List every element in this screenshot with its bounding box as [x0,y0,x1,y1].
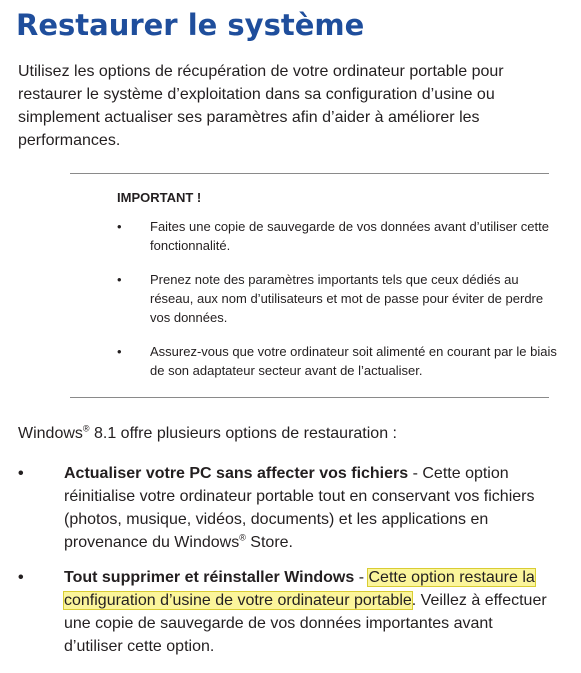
bullet-icon: • [117,344,122,359]
important-item-text: Faites une copie de sauvegarde de vos données avant d’utiliser cette fonctionnalité. [150,219,549,253]
option-reset [18,566,548,658]
bullet-icon: • [18,569,24,586]
option-text-end: Store. [245,534,293,551]
windows-name: Windows [18,425,83,442]
important-item-text: Assurez-vous que votre ordinateur soit alimenté en courant par le biais de son adaptateur secteur avant de l’actualiser. [150,344,557,378]
option-separator: - [354,569,369,586]
windows-options-intro [18,423,397,445]
important-item [117,217,557,255]
important-heading: IMPORTANT ! [117,190,202,205]
page-title: Restaurer le système [16,8,365,42]
important-item [117,342,557,380]
important-item-text: Prenez note des paramètres importants tels que ceux dédiés au réseau, aux nom d’utilisateurs et mot de passe pour éviter de perdre vos données. [150,272,544,325]
option-text: . Veillez à effectuer une copie de sauvegarde de vos données importantes avant d’utiliser cette option. [64,592,547,655]
intro-paragraph: Utilisez les options de récupération de votre ordinateur portable pour restaurer le système d’exploitation dans sa configuration d’usine ou simplement actualiser ses paramètres afin d’aider à améliorer les performances. [18,63,504,149]
highlighted-text: Cette option restaure la configuration d’usine de votre ordinateur portable [64,569,535,609]
option-title: Actualiser votre PC sans affecter vos fichiers [64,465,409,482]
divider-top [70,173,549,174]
important-notice [117,190,557,395]
divider-bottom [70,397,549,398]
option-text: - Cette option réinitialise votre ordinateur portable tout en conservant vos fichiers (photos, musique, vidéos, documents) et les applications en provenance du Windows [64,465,535,551]
bullet-icon: • [117,272,122,287]
windows-intro-text: 8.1 offre plusieurs options de restauration : [89,425,397,442]
option-refresh [18,462,548,554]
registered-mark: ® [239,532,246,543]
registered-mark: ® [82,423,90,434]
option-title: Tout supprimer et réinstaller Windows [64,569,355,586]
bullet-icon: • [117,219,122,234]
restore-options-list [18,462,548,670]
important-item [117,270,557,327]
bullet-icon: • [18,465,24,482]
